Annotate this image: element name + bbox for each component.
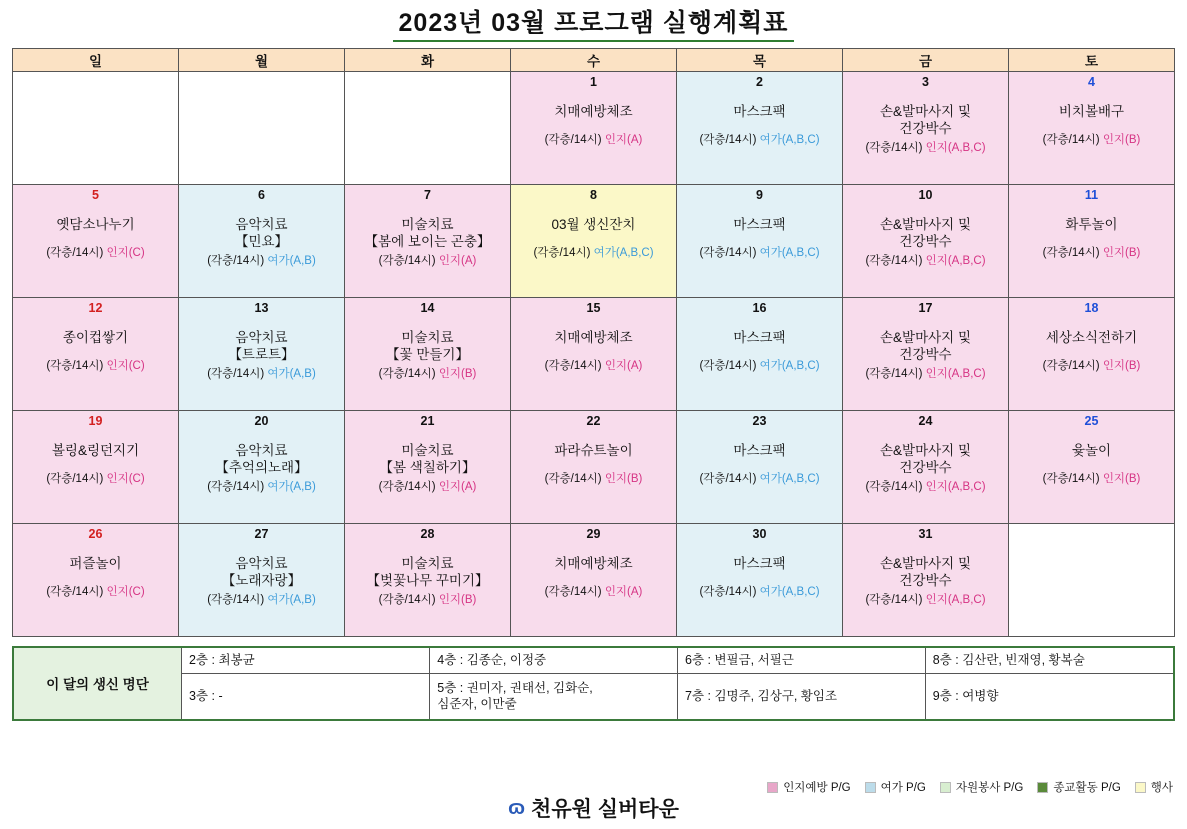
day-number: 1 bbox=[590, 74, 597, 89]
event-meta bbox=[179, 481, 344, 495]
event-time: (각층/14시) bbox=[699, 472, 757, 485]
birthday-floor-cell: 9층 : 여병향 bbox=[925, 674, 1173, 719]
calendar-day-cell[interactable] bbox=[1009, 297, 1175, 410]
calendar-day-cell[interactable] bbox=[511, 523, 677, 636]
calendar-day-cell[interactable] bbox=[511, 410, 677, 523]
calendar-day-cell[interactable] bbox=[677, 297, 843, 410]
calendar-day-cell[interactable] bbox=[511, 297, 677, 410]
calendar-day-cell[interactable] bbox=[677, 71, 843, 184]
event-category-tag: 여가(A,B,C) bbox=[593, 246, 654, 259]
event-title: 손&발마사지 및 건강박수 bbox=[879, 103, 971, 136]
calendar-weekday-header: 화 bbox=[345, 48, 511, 71]
legend-swatch-icon bbox=[1037, 782, 1048, 793]
day-number: 15 bbox=[586, 300, 601, 315]
calendar-day-cell[interactable] bbox=[179, 297, 345, 410]
event-meta bbox=[677, 473, 842, 487]
day-number: 5 bbox=[92, 187, 99, 202]
brand-logo bbox=[508, 793, 679, 823]
event-category-tag: 여가(A,B) bbox=[267, 481, 316, 494]
calendar-day-cell[interactable] bbox=[1009, 71, 1175, 184]
event-meta bbox=[677, 360, 842, 374]
day-number: 25 bbox=[1084, 413, 1099, 428]
day-number: 3 bbox=[922, 74, 929, 89]
day-number: 29 bbox=[586, 526, 601, 541]
day-number bbox=[1009, 524, 1174, 542]
event-title: 03월 생신잔치 bbox=[551, 216, 636, 232]
calendar-day-cell[interactable] bbox=[179, 523, 345, 636]
event-title: 마스크팩 bbox=[733, 442, 786, 458]
day-event bbox=[345, 316, 510, 382]
event-meta bbox=[843, 481, 1008, 495]
birthday-floor-cell: 4층 : 김종순, 이정중 bbox=[430, 648, 678, 674]
event-meta bbox=[843, 142, 1008, 156]
calendar-weekday-header: 월 bbox=[179, 48, 345, 71]
legend-swatch-icon bbox=[940, 782, 951, 793]
legend-label: 인지예방 P/G bbox=[783, 782, 851, 794]
day-event bbox=[1009, 90, 1174, 148]
calendar-day-cell[interactable] bbox=[843, 184, 1009, 297]
day-event bbox=[345, 429, 510, 495]
event-category-tag: 인지(C) bbox=[106, 246, 145, 259]
calendar-day-cell[interactable] bbox=[179, 410, 345, 523]
day-number: 2 bbox=[756, 74, 763, 89]
event-title: 미술치료 【벚꽃나무 꾸미기】 bbox=[366, 555, 489, 588]
event-category-tag: 인지(C) bbox=[106, 472, 145, 485]
day-event bbox=[843, 316, 1008, 382]
legend-swatch-icon bbox=[767, 782, 778, 793]
event-category-tag: 인지(B) bbox=[1102, 472, 1141, 485]
day-event bbox=[1009, 203, 1174, 261]
birthday-floor-cell: 6층 : 변필금, 서필근 bbox=[678, 648, 926, 674]
birthday-floor-cell: 7층 : 김명주, 김상구, 황임조 bbox=[678, 674, 926, 719]
event-category-tag: 인지(A) bbox=[438, 255, 477, 268]
event-time: (각층/14시) bbox=[207, 368, 265, 381]
event-title: 비치볼배구 bbox=[1058, 103, 1125, 119]
event-meta bbox=[345, 368, 510, 382]
event-time: (각층/14시) bbox=[378, 255, 436, 268]
day-event bbox=[13, 203, 178, 261]
calendar-day-cell[interactable] bbox=[843, 523, 1009, 636]
event-title: 손&발마사지 및 건강박수 bbox=[879, 442, 971, 475]
day-number: 20 bbox=[254, 413, 269, 428]
day-number: 22 bbox=[586, 413, 601, 428]
day-event bbox=[511, 90, 676, 148]
event-meta bbox=[677, 247, 842, 261]
event-time: (각층/14시) bbox=[544, 585, 602, 598]
event-meta bbox=[13, 586, 178, 600]
footer bbox=[0, 793, 1187, 823]
day-event bbox=[345, 542, 510, 608]
calendar-day-cell[interactable] bbox=[843, 410, 1009, 523]
event-title: 음악치료 【민요】 bbox=[234, 216, 289, 249]
event-time: (각층/14시) bbox=[699, 359, 757, 372]
event-title: 음악치료 【트로트】 bbox=[228, 329, 295, 362]
event-time: (각층/14시) bbox=[1042, 246, 1100, 259]
day-number: 7 bbox=[424, 187, 431, 202]
event-category-tag: 인지(A,B,C) bbox=[925, 594, 986, 607]
event-category-tag: 인지(A) bbox=[604, 585, 643, 598]
day-event bbox=[677, 90, 842, 148]
event-time: (각층/14시) bbox=[699, 246, 757, 259]
event-meta bbox=[843, 255, 1008, 269]
event-meta bbox=[677, 586, 842, 600]
day-number: 19 bbox=[88, 413, 103, 428]
event-time: (각층/14시) bbox=[46, 246, 104, 259]
event-meta bbox=[843, 594, 1008, 608]
event-meta bbox=[345, 255, 510, 269]
calendar-day-cell[interactable] bbox=[677, 523, 843, 636]
birthday-table bbox=[182, 648, 1173, 719]
event-title: 치매예방체조 bbox=[554, 103, 633, 119]
event-time: (각층/14시) bbox=[544, 133, 602, 146]
day-number bbox=[13, 72, 178, 90]
day-number: 23 bbox=[752, 413, 767, 428]
legend-swatch-icon bbox=[1135, 782, 1146, 793]
day-number: 4 bbox=[1088, 74, 1095, 89]
event-time: (각층/14시) bbox=[46, 472, 104, 485]
event-meta bbox=[179, 255, 344, 269]
event-time: (각층/14시) bbox=[207, 594, 265, 607]
day-event bbox=[1009, 316, 1174, 374]
event-meta bbox=[511, 586, 676, 600]
day-number: 6 bbox=[258, 187, 265, 202]
event-meta bbox=[13, 247, 178, 261]
day-number: 26 bbox=[88, 526, 103, 541]
day-number: 31 bbox=[918, 526, 933, 541]
event-category-tag: 인지(B) bbox=[438, 368, 477, 381]
event-title: 미술치료 【봄 색칠하기】 bbox=[379, 442, 476, 475]
day-number: 28 bbox=[420, 526, 435, 541]
calendar-weekday-header: 일 bbox=[13, 48, 179, 71]
day-event bbox=[843, 429, 1008, 495]
event-time: (각층/14시) bbox=[46, 585, 104, 598]
calendar-day-cell[interactable] bbox=[345, 410, 511, 523]
event-time: (각층/14시) bbox=[378, 481, 436, 494]
day-number: 12 bbox=[88, 300, 103, 315]
calendar-header-row bbox=[13, 48, 1175, 71]
program-calendar bbox=[12, 48, 1175, 637]
day-event bbox=[13, 542, 178, 600]
day-event bbox=[511, 542, 676, 600]
day-number: 30 bbox=[752, 526, 767, 541]
event-meta bbox=[1009, 247, 1174, 261]
birthday-list-label: 이 달의 생신 명단 bbox=[14, 648, 182, 719]
event-time: (각층/14시) bbox=[46, 359, 104, 372]
event-time: (각층/14시) bbox=[865, 481, 923, 494]
event-meta bbox=[511, 247, 676, 261]
event-category-tag: 인지(A) bbox=[604, 359, 643, 372]
day-event bbox=[179, 542, 344, 608]
event-time: (각층/14시) bbox=[699, 133, 757, 146]
day-number: 24 bbox=[918, 413, 933, 428]
event-time: (각층/14시) bbox=[865, 594, 923, 607]
event-title: 종이컵쌓기 bbox=[62, 329, 129, 345]
event-time: (각층/14시) bbox=[544, 359, 602, 372]
calendar-week-row bbox=[13, 71, 1175, 184]
event-category-tag: 여가(A,B,C) bbox=[759, 585, 820, 598]
event-title: 윷놀이 bbox=[1071, 442, 1112, 458]
calendar-week-row bbox=[13, 410, 1175, 523]
event-meta bbox=[179, 368, 344, 382]
day-event bbox=[677, 316, 842, 374]
calendar-body bbox=[13, 71, 1175, 636]
logo-text: 천유원 실버타운 bbox=[531, 798, 679, 821]
day-number bbox=[345, 72, 510, 90]
event-category-tag: 여가(A,B) bbox=[267, 255, 316, 268]
event-meta bbox=[677, 134, 842, 148]
event-category-tag: 인지(B) bbox=[438, 594, 477, 607]
event-category-tag: 여가(A,B,C) bbox=[759, 246, 820, 259]
day-event bbox=[179, 203, 344, 269]
event-title: 파라슈트놀이 bbox=[554, 442, 633, 458]
event-title: 마스크팩 bbox=[733, 103, 786, 119]
day-number: 10 bbox=[918, 187, 933, 202]
event-title: 치매예방체조 bbox=[554, 555, 633, 571]
event-category-tag: 인지(C) bbox=[106, 585, 145, 598]
event-meta bbox=[13, 360, 178, 374]
legend-swatch-icon bbox=[865, 782, 876, 793]
day-event bbox=[345, 203, 510, 269]
day-number: 14 bbox=[420, 300, 435, 315]
day-event bbox=[843, 542, 1008, 608]
day-number: 17 bbox=[918, 300, 933, 315]
event-category-tag: 인지(A,B,C) bbox=[925, 255, 986, 268]
day-event bbox=[843, 203, 1008, 269]
day-event bbox=[13, 429, 178, 487]
event-time: (각층/14시) bbox=[699, 585, 757, 598]
event-category-tag: 인지(A,B,C) bbox=[925, 142, 986, 155]
birthday-floor-cell: 2층 : 최봉균 bbox=[182, 648, 430, 674]
event-category-tag: 여가(A,B,C) bbox=[759, 472, 820, 485]
event-title: 미술치료 【꽃 만들기】 bbox=[386, 329, 469, 362]
event-category-tag: 여가(A,B,C) bbox=[759, 359, 820, 372]
event-title: 음악치료 【노래자랑】 bbox=[221, 555, 302, 588]
birthday-floor-cell: 3층 : - bbox=[182, 674, 430, 719]
logo-mark-icon: ɷ bbox=[508, 796, 524, 819]
event-category-tag: 인지(C) bbox=[106, 359, 145, 372]
calendar-day-cell[interactable] bbox=[1009, 184, 1175, 297]
calendar-day-cell[interactable] bbox=[179, 184, 345, 297]
event-title: 볼링&링던지기 bbox=[51, 442, 140, 458]
day-number: 27 bbox=[254, 526, 269, 541]
birthday-floor-cell: 5층 : 권미자, 권태선, 김화순, 심준자, 이만줄 bbox=[430, 674, 678, 719]
event-title: 치매예방체조 bbox=[554, 329, 633, 345]
day-number: 13 bbox=[254, 300, 269, 315]
event-time: (각층/14시) bbox=[378, 594, 436, 607]
calendar-day-cell[interactable] bbox=[843, 297, 1009, 410]
day-event bbox=[511, 316, 676, 374]
day-event bbox=[511, 429, 676, 487]
event-time: (각층/14시) bbox=[865, 255, 923, 268]
calendar-day-cell[interactable] bbox=[511, 71, 677, 184]
event-title: 세상소식전하기 bbox=[1045, 329, 1138, 345]
legend-label: 행사 bbox=[1150, 782, 1173, 794]
event-title: 손&발마사지 및 건강박수 bbox=[879, 216, 971, 249]
page-title: 2023년 03월 프로그램 실행계획표 bbox=[393, 10, 795, 42]
calendar-week-row bbox=[13, 297, 1175, 410]
calendar-day-cell[interactable] bbox=[13, 410, 179, 523]
day-number: 8 bbox=[590, 187, 597, 202]
calendar-week-row bbox=[13, 184, 1175, 297]
calendar-day-cell[interactable] bbox=[345, 297, 511, 410]
calendar-day-cell[interactable] bbox=[1009, 410, 1175, 523]
calendar-weekday-header: 목 bbox=[677, 48, 843, 71]
calendar-day-cell[interactable] bbox=[345, 523, 511, 636]
legend-label: 자원봉사 P/G bbox=[955, 782, 1024, 794]
day-number: 9 bbox=[756, 187, 763, 202]
event-category-tag: 여가(A,B,C) bbox=[759, 133, 820, 146]
event-title: 미술치료 【봄에 보이는 곤충】 bbox=[364, 216, 491, 249]
calendar-weekday-header: 수 bbox=[511, 48, 677, 71]
event-title: 손&발마사지 및 건강박수 bbox=[879, 555, 971, 588]
calendar-day-cell[interactable] bbox=[677, 410, 843, 523]
day-event bbox=[511, 203, 676, 261]
day-number: 18 bbox=[1084, 300, 1099, 315]
event-title: 마스크팩 bbox=[733, 216, 786, 232]
day-event bbox=[677, 542, 842, 600]
calendar-day-cell[interactable] bbox=[13, 184, 179, 297]
day-event bbox=[843, 90, 1008, 156]
day-event bbox=[179, 429, 344, 495]
event-category-tag: 인지(B) bbox=[604, 472, 643, 485]
calendar-weekday-header: 금 bbox=[843, 48, 1009, 71]
day-event bbox=[1009, 429, 1174, 487]
legend-label: 종교활동 P/G bbox=[1053, 782, 1121, 794]
event-time: (각층/14시) bbox=[533, 246, 591, 259]
calendar-weekday-header: 토 bbox=[1009, 48, 1175, 71]
calendar-day-cell[interactable] bbox=[13, 71, 179, 184]
event-category-tag: 인지(B) bbox=[1102, 246, 1141, 259]
event-meta bbox=[179, 594, 344, 608]
calendar-day-cell[interactable] bbox=[179, 71, 345, 184]
event-title: 음악치료 【추억의노래】 bbox=[215, 442, 308, 475]
event-time: (각층/14시) bbox=[1042, 359, 1100, 372]
event-meta bbox=[345, 481, 510, 495]
event-category-tag: 인지(B) bbox=[1102, 133, 1141, 146]
day-event bbox=[13, 316, 178, 374]
event-category-tag: 인지(A) bbox=[438, 481, 477, 494]
birthday-list-box bbox=[12, 646, 1175, 721]
calendar-day-cell[interactable] bbox=[677, 184, 843, 297]
day-number: 16 bbox=[752, 300, 767, 315]
calendar-day-cell[interactable] bbox=[843, 71, 1009, 184]
event-category-tag: 인지(B) bbox=[1102, 359, 1141, 372]
calendar-day-cell[interactable] bbox=[13, 297, 179, 410]
event-meta bbox=[1009, 473, 1174, 487]
day-number: 11 bbox=[1084, 187, 1099, 202]
birthday-row bbox=[182, 674, 1173, 719]
calendar-week-row bbox=[13, 523, 1175, 636]
event-category-tag: 인지(A,B,C) bbox=[925, 368, 986, 381]
event-meta bbox=[511, 360, 676, 374]
calendar-day-cell[interactable] bbox=[345, 184, 511, 297]
event-time: (각층/14시) bbox=[865, 368, 923, 381]
event-title: 손&발마사지 및 건강박수 bbox=[879, 329, 971, 362]
calendar-day-cell[interactable] bbox=[13, 523, 179, 636]
event-time: (각층/14시) bbox=[207, 481, 265, 494]
calendar-day-cell[interactable] bbox=[1009, 523, 1175, 636]
event-category-tag: 여가(A,B) bbox=[267, 368, 316, 381]
birthday-floor-cell: 8층 : 김산란, 빈재영, 황복술 bbox=[925, 648, 1173, 674]
event-time: (각층/14시) bbox=[378, 368, 436, 381]
event-meta bbox=[843, 368, 1008, 382]
day-number bbox=[179, 72, 344, 90]
day-number: 21 bbox=[420, 413, 435, 428]
event-category-tag: 여가(A,B) bbox=[267, 594, 316, 607]
event-meta bbox=[345, 594, 510, 608]
event-meta bbox=[13, 473, 178, 487]
event-title: 옛담소나누기 bbox=[56, 216, 135, 232]
day-event bbox=[677, 429, 842, 487]
day-event bbox=[677, 203, 842, 261]
event-time: (각층/14시) bbox=[865, 142, 923, 155]
birthday-row bbox=[182, 648, 1173, 674]
page-title-wrap bbox=[12, 6, 1175, 48]
event-time: (각층/14시) bbox=[207, 255, 265, 268]
event-meta bbox=[1009, 360, 1174, 374]
event-meta bbox=[511, 134, 676, 148]
event-time: (각층/14시) bbox=[1042, 133, 1100, 146]
event-time: (각층/14시) bbox=[544, 472, 602, 485]
event-category-tag: 인지(A,B,C) bbox=[925, 481, 986, 494]
event-title: 화투놀이 bbox=[1065, 216, 1118, 232]
event-category-tag: 인지(A) bbox=[604, 133, 643, 146]
birthday-list-table-wrap bbox=[182, 648, 1173, 719]
calendar-day-cell[interactable] bbox=[511, 184, 677, 297]
event-meta bbox=[1009, 134, 1174, 148]
event-time: (각층/14시) bbox=[1042, 472, 1100, 485]
event-title: 퍼즐놀이 bbox=[69, 555, 122, 571]
event-meta bbox=[511, 473, 676, 487]
event-title: 마스크팩 bbox=[733, 329, 786, 345]
calendar-day-cell[interactable] bbox=[345, 71, 511, 184]
legend-label: 여가 P/G bbox=[880, 782, 926, 794]
event-title: 마스크팩 bbox=[733, 555, 786, 571]
day-event bbox=[179, 316, 344, 382]
